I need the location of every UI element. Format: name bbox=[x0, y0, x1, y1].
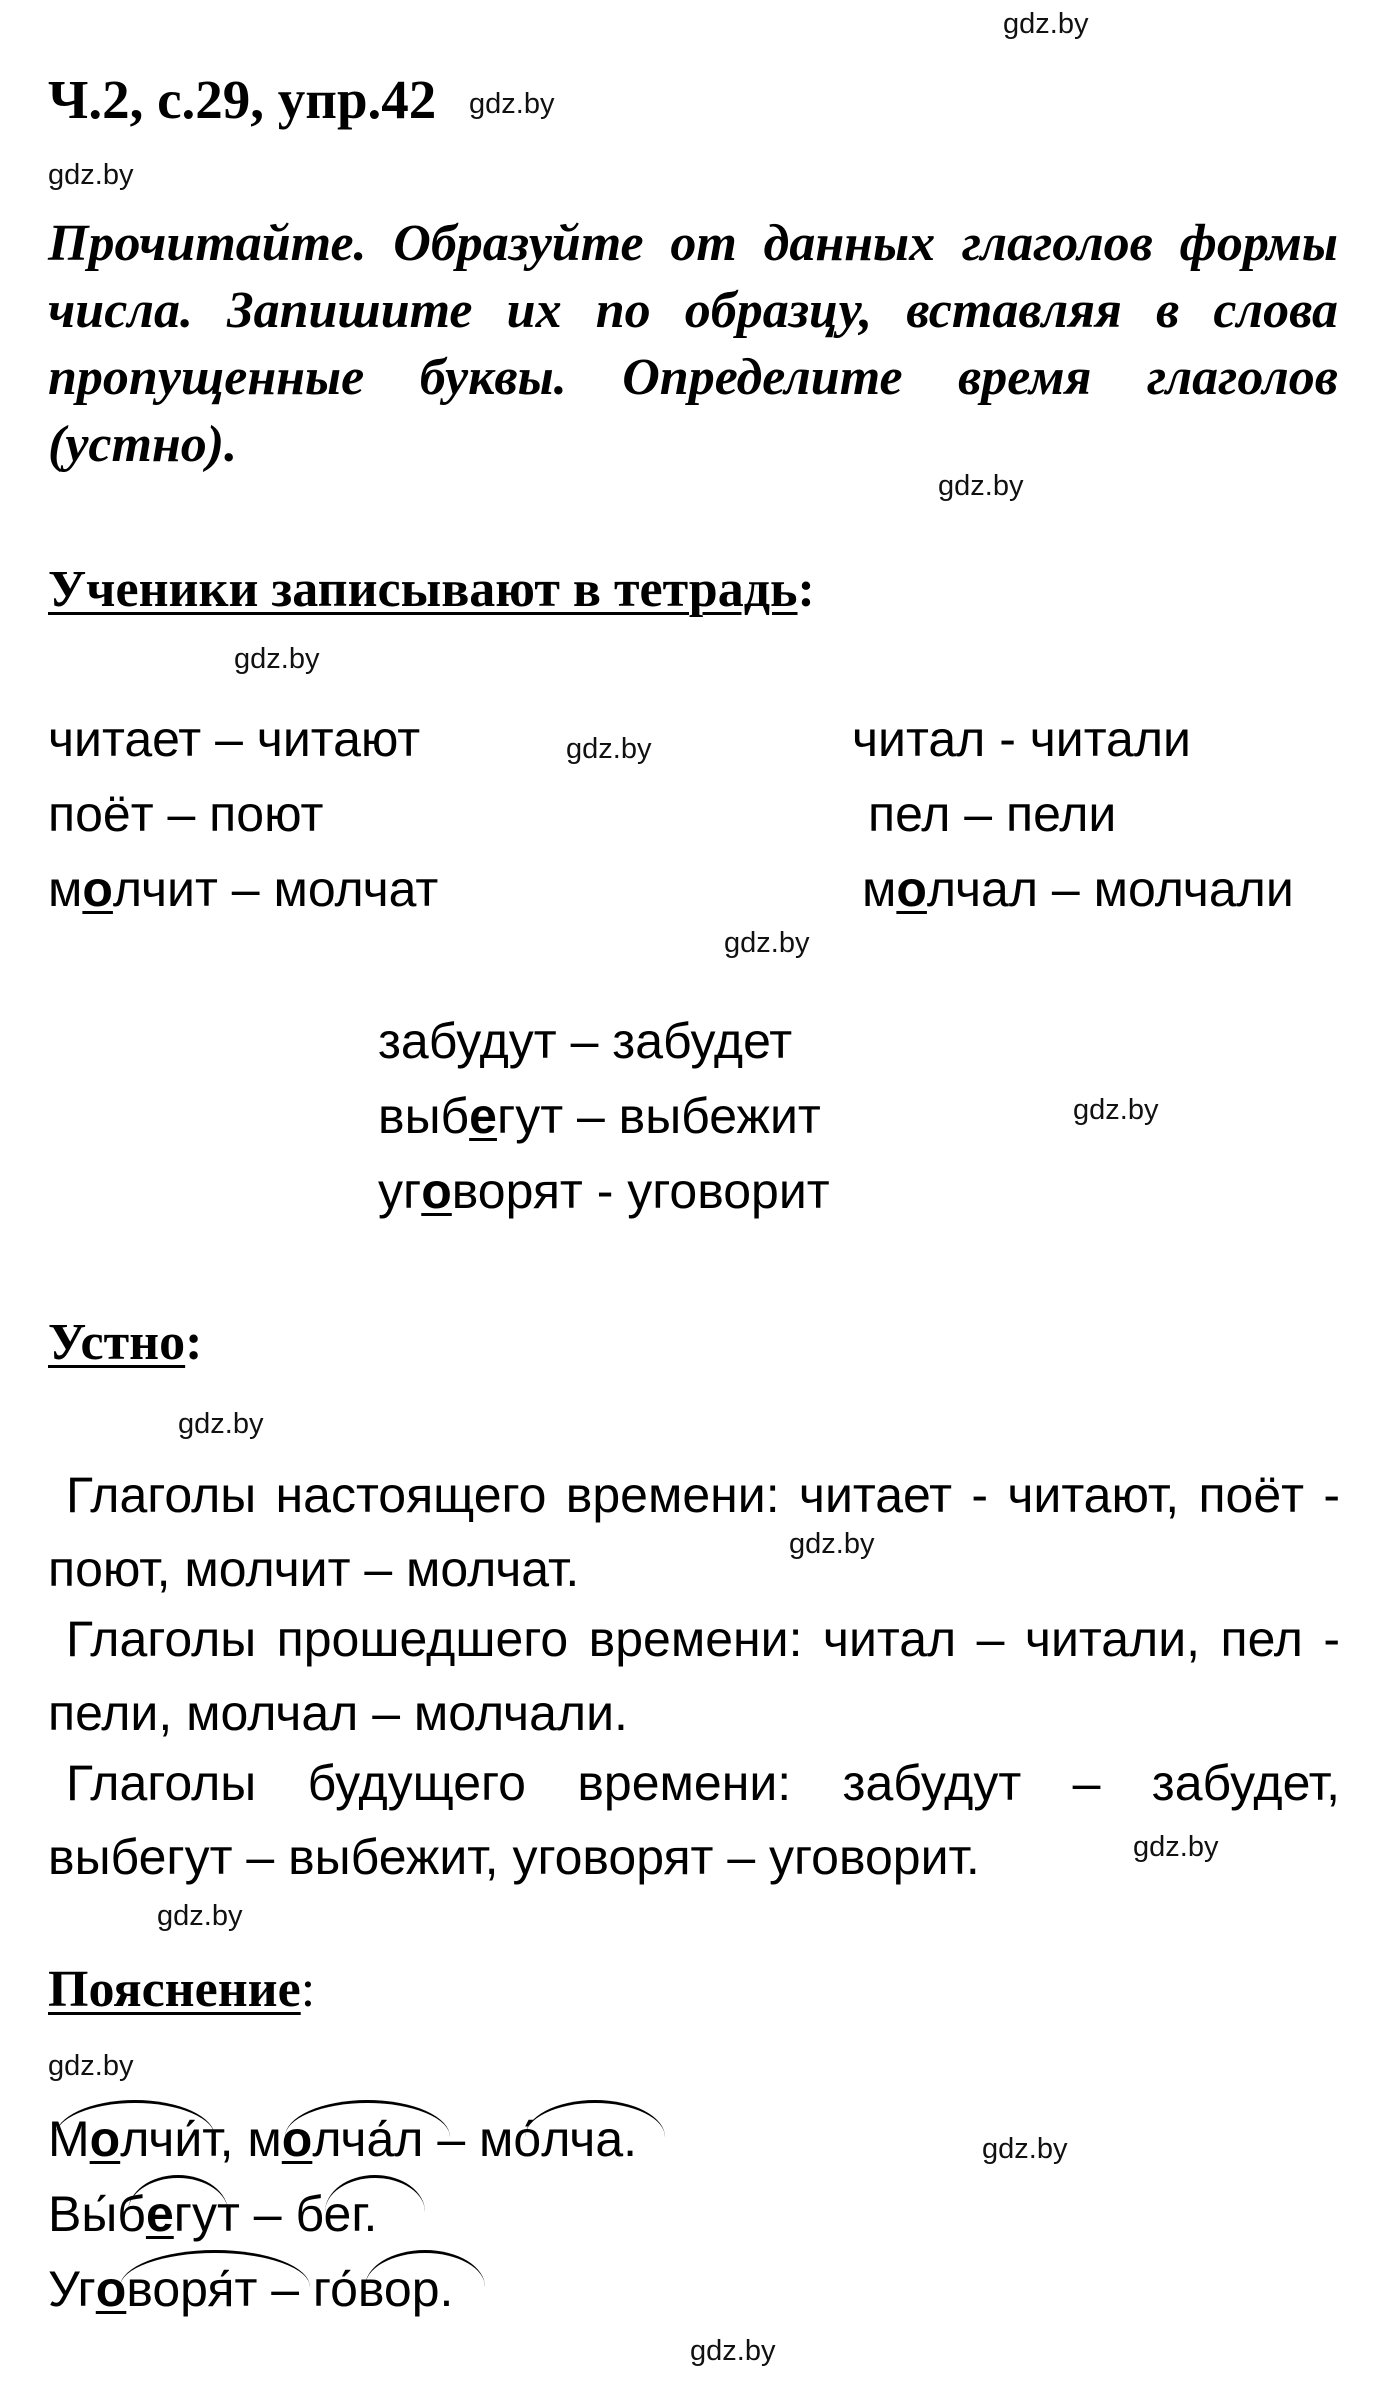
section-oral-label: Устно bbox=[48, 1314, 186, 1371]
watermark-11: gdz.by bbox=[1133, 1831, 1219, 1863]
pair-text: ворят - уговорит bbox=[451, 1163, 830, 1219]
page-title: Ч.2, с.29, упр.42 bbox=[48, 69, 437, 130]
section-explain-colon: : bbox=[300, 1961, 316, 2018]
inserted-letter: о bbox=[896, 861, 927, 917]
watermark-14: gdz.by bbox=[982, 2133, 1068, 2165]
pair-text: м bbox=[862, 861, 897, 917]
inserted-letter: о bbox=[89, 2111, 121, 2167]
root-arc bbox=[285, 2100, 450, 2137]
watermark-3: gdz.by bbox=[48, 159, 134, 191]
pair-text: м bbox=[48, 861, 83, 917]
oral-paragraph-2: Глаголы прошедшего времени: читал – читали, пел - пели, молчал – молчали. bbox=[48, 1611, 1340, 1741]
section-explain-label: Пояснение bbox=[48, 1961, 301, 2018]
pair-center-2 bbox=[378, 1087, 821, 1145]
section-notebook-label: Ученики записывают в тетрадь bbox=[48, 561, 798, 618]
watermark-1: gdz.by bbox=[1003, 8, 1089, 40]
root-arc bbox=[120, 2250, 310, 2287]
root-arc bbox=[128, 2175, 228, 2212]
watermark-9: gdz.by bbox=[178, 1408, 264, 1440]
watermark-2: gdz.by bbox=[469, 88, 555, 120]
inserted-letter: о bbox=[95, 2261, 127, 2317]
explain-text: воря́т – го́вор. bbox=[126, 2261, 454, 2317]
pair-text: лчал – молчали bbox=[926, 861, 1294, 917]
pair-text: поёт – поют bbox=[48, 786, 324, 842]
section-notebook-title bbox=[48, 560, 815, 619]
root-arc bbox=[525, 2100, 665, 2137]
task-text: Прочитайте. Образуйте от данных глаголов формы числа. Запишите их по образцу, вставляя в слова пропущенные буквы. Определите время глаголов (устно). bbox=[48, 215, 1338, 473]
inserted-letter: о bbox=[281, 2111, 313, 2167]
pair-text: читает – читают bbox=[48, 711, 421, 767]
watermark-13: gdz.by bbox=[48, 2050, 134, 2082]
watermark-4: gdz.by bbox=[938, 470, 1024, 502]
pair-text: забудут – забудет bbox=[378, 1013, 793, 1069]
pair-right-2 bbox=[868, 785, 1116, 843]
explain-text: лча́л – мо́лча. bbox=[312, 2111, 638, 2167]
explain-text: М bbox=[48, 2111, 90, 2167]
pair-left-3 bbox=[48, 860, 438, 918]
watermark-12: gdz.by bbox=[157, 1900, 243, 1932]
pair-left-1 bbox=[48, 710, 420, 768]
section-oral-title bbox=[48, 1313, 202, 1372]
inserted-letter: о bbox=[82, 861, 113, 917]
pair-text: гут – выбежит bbox=[496, 1088, 821, 1144]
pair-text: уг bbox=[378, 1163, 422, 1219]
pair-right-1 bbox=[852, 710, 1191, 768]
watermark-8: gdz.by bbox=[1073, 1094, 1159, 1126]
pair-center-3 bbox=[378, 1162, 830, 1220]
watermark-5: gdz.by bbox=[234, 643, 320, 675]
pair-left-2 bbox=[48, 785, 323, 843]
explain-text: Вы́б bbox=[48, 2186, 146, 2242]
pair-right-3 bbox=[862, 860, 1294, 918]
root-arc bbox=[325, 2175, 425, 2212]
pair-text: выб bbox=[378, 1088, 470, 1144]
pair-text: читал - читали bbox=[852, 711, 1191, 767]
oral-paragraph-3: Глаголы будущего времени: забудут – забудет, выбегут – выбежит, уговорят – уговорит. bbox=[48, 1755, 1340, 1885]
section-explain-title bbox=[48, 1960, 315, 2019]
pair-center-1 bbox=[378, 1012, 792, 1070]
explain-text: лчи́т, м bbox=[120, 2111, 282, 2167]
pair-text: пел – пели bbox=[868, 786, 1117, 842]
oral-paragraph-1: Глаголы настоящего времени: читает - читают, поёт - поют, молчит – молчат. bbox=[48, 1467, 1340, 1597]
inserted-letter: е bbox=[469, 1088, 497, 1144]
watermark-7: gdz.by bbox=[724, 927, 810, 959]
watermark-6: gdz.by bbox=[566, 733, 652, 765]
root-arc bbox=[365, 2250, 485, 2287]
watermark-10: gdz.by bbox=[789, 1528, 875, 1560]
root-arc bbox=[55, 2100, 215, 2137]
section-notebook-colon: : bbox=[797, 561, 815, 618]
section-oral-colon: : bbox=[185, 1314, 203, 1371]
explain-text: гут – бег. bbox=[173, 2186, 378, 2242]
inserted-letter: о bbox=[421, 1163, 452, 1219]
pair-text: лчит – молчат bbox=[112, 861, 439, 917]
inserted-letter: е bbox=[145, 2186, 174, 2242]
explain-text: Уг bbox=[48, 2261, 96, 2317]
watermark-15: gdz.by bbox=[690, 2335, 776, 2367]
